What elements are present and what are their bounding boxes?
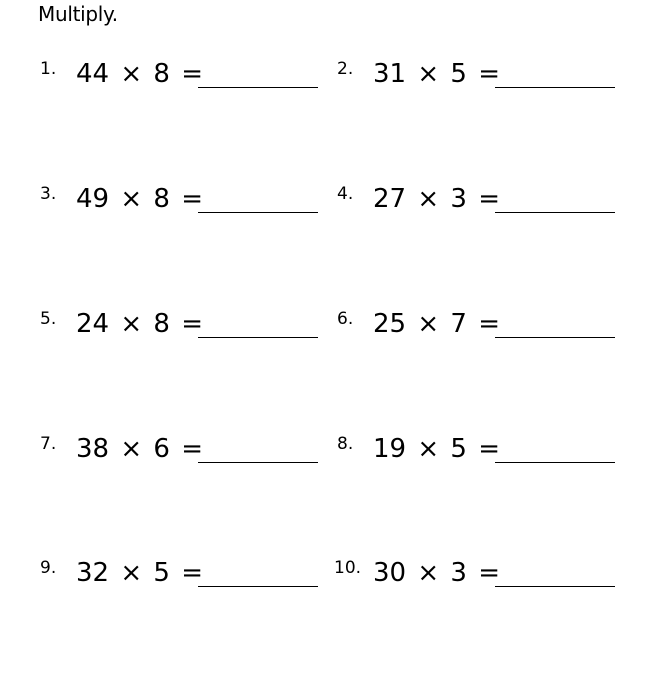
problem-7 [40,434,340,474]
problem-number: 1. [40,59,57,79]
answer-blank[interactable] [495,586,615,587]
problem-expression: 30 × 3 = [373,558,500,588]
problem-expression: 44 × 8 = [76,59,203,89]
problem-number: 7. [40,434,57,454]
problem-expression: 49 × 8 = [76,184,203,214]
problem-number: 5. [40,309,57,329]
problem-expression: 38 × 6 = [76,434,203,464]
problem-expression: 27 × 3 = [373,184,500,214]
problem-4 [337,184,637,224]
problem-5 [40,309,340,349]
answer-blank[interactable] [495,87,615,88]
problem-number: 8. [337,434,354,454]
problem-1 [40,59,340,99]
problem-number: 9. [40,558,57,578]
problem-number: 6. [337,309,354,329]
answer-blank[interactable] [198,337,318,338]
problem-number: 10. [334,558,362,578]
problem-number: 2. [337,59,354,79]
instruction-text: Multiply. [38,2,118,26]
problem-number: 4. [337,184,354,204]
answer-blank[interactable] [198,462,318,463]
answer-blank[interactable] [495,462,615,463]
problem-9 [40,558,340,598]
answer-blank[interactable] [495,337,615,338]
problem-expression: 31 × 5 = [373,59,500,89]
problem-8 [337,434,637,474]
problem-3 [40,184,340,224]
problem-number: 3. [40,184,57,204]
answer-blank[interactable] [198,212,318,213]
problem-expression: 25 × 7 = [373,309,500,339]
problem-2 [337,59,637,99]
answer-blank[interactable] [198,586,318,587]
problem-expression: 24 × 8 = [76,309,203,339]
answer-blank[interactable] [495,212,615,213]
problem-expression: 19 × 5 = [373,434,500,464]
answer-blank[interactable] [198,87,318,88]
problem-6 [337,309,637,349]
problem-10 [334,558,634,598]
problem-expression: 32 × 5 = [76,558,203,588]
